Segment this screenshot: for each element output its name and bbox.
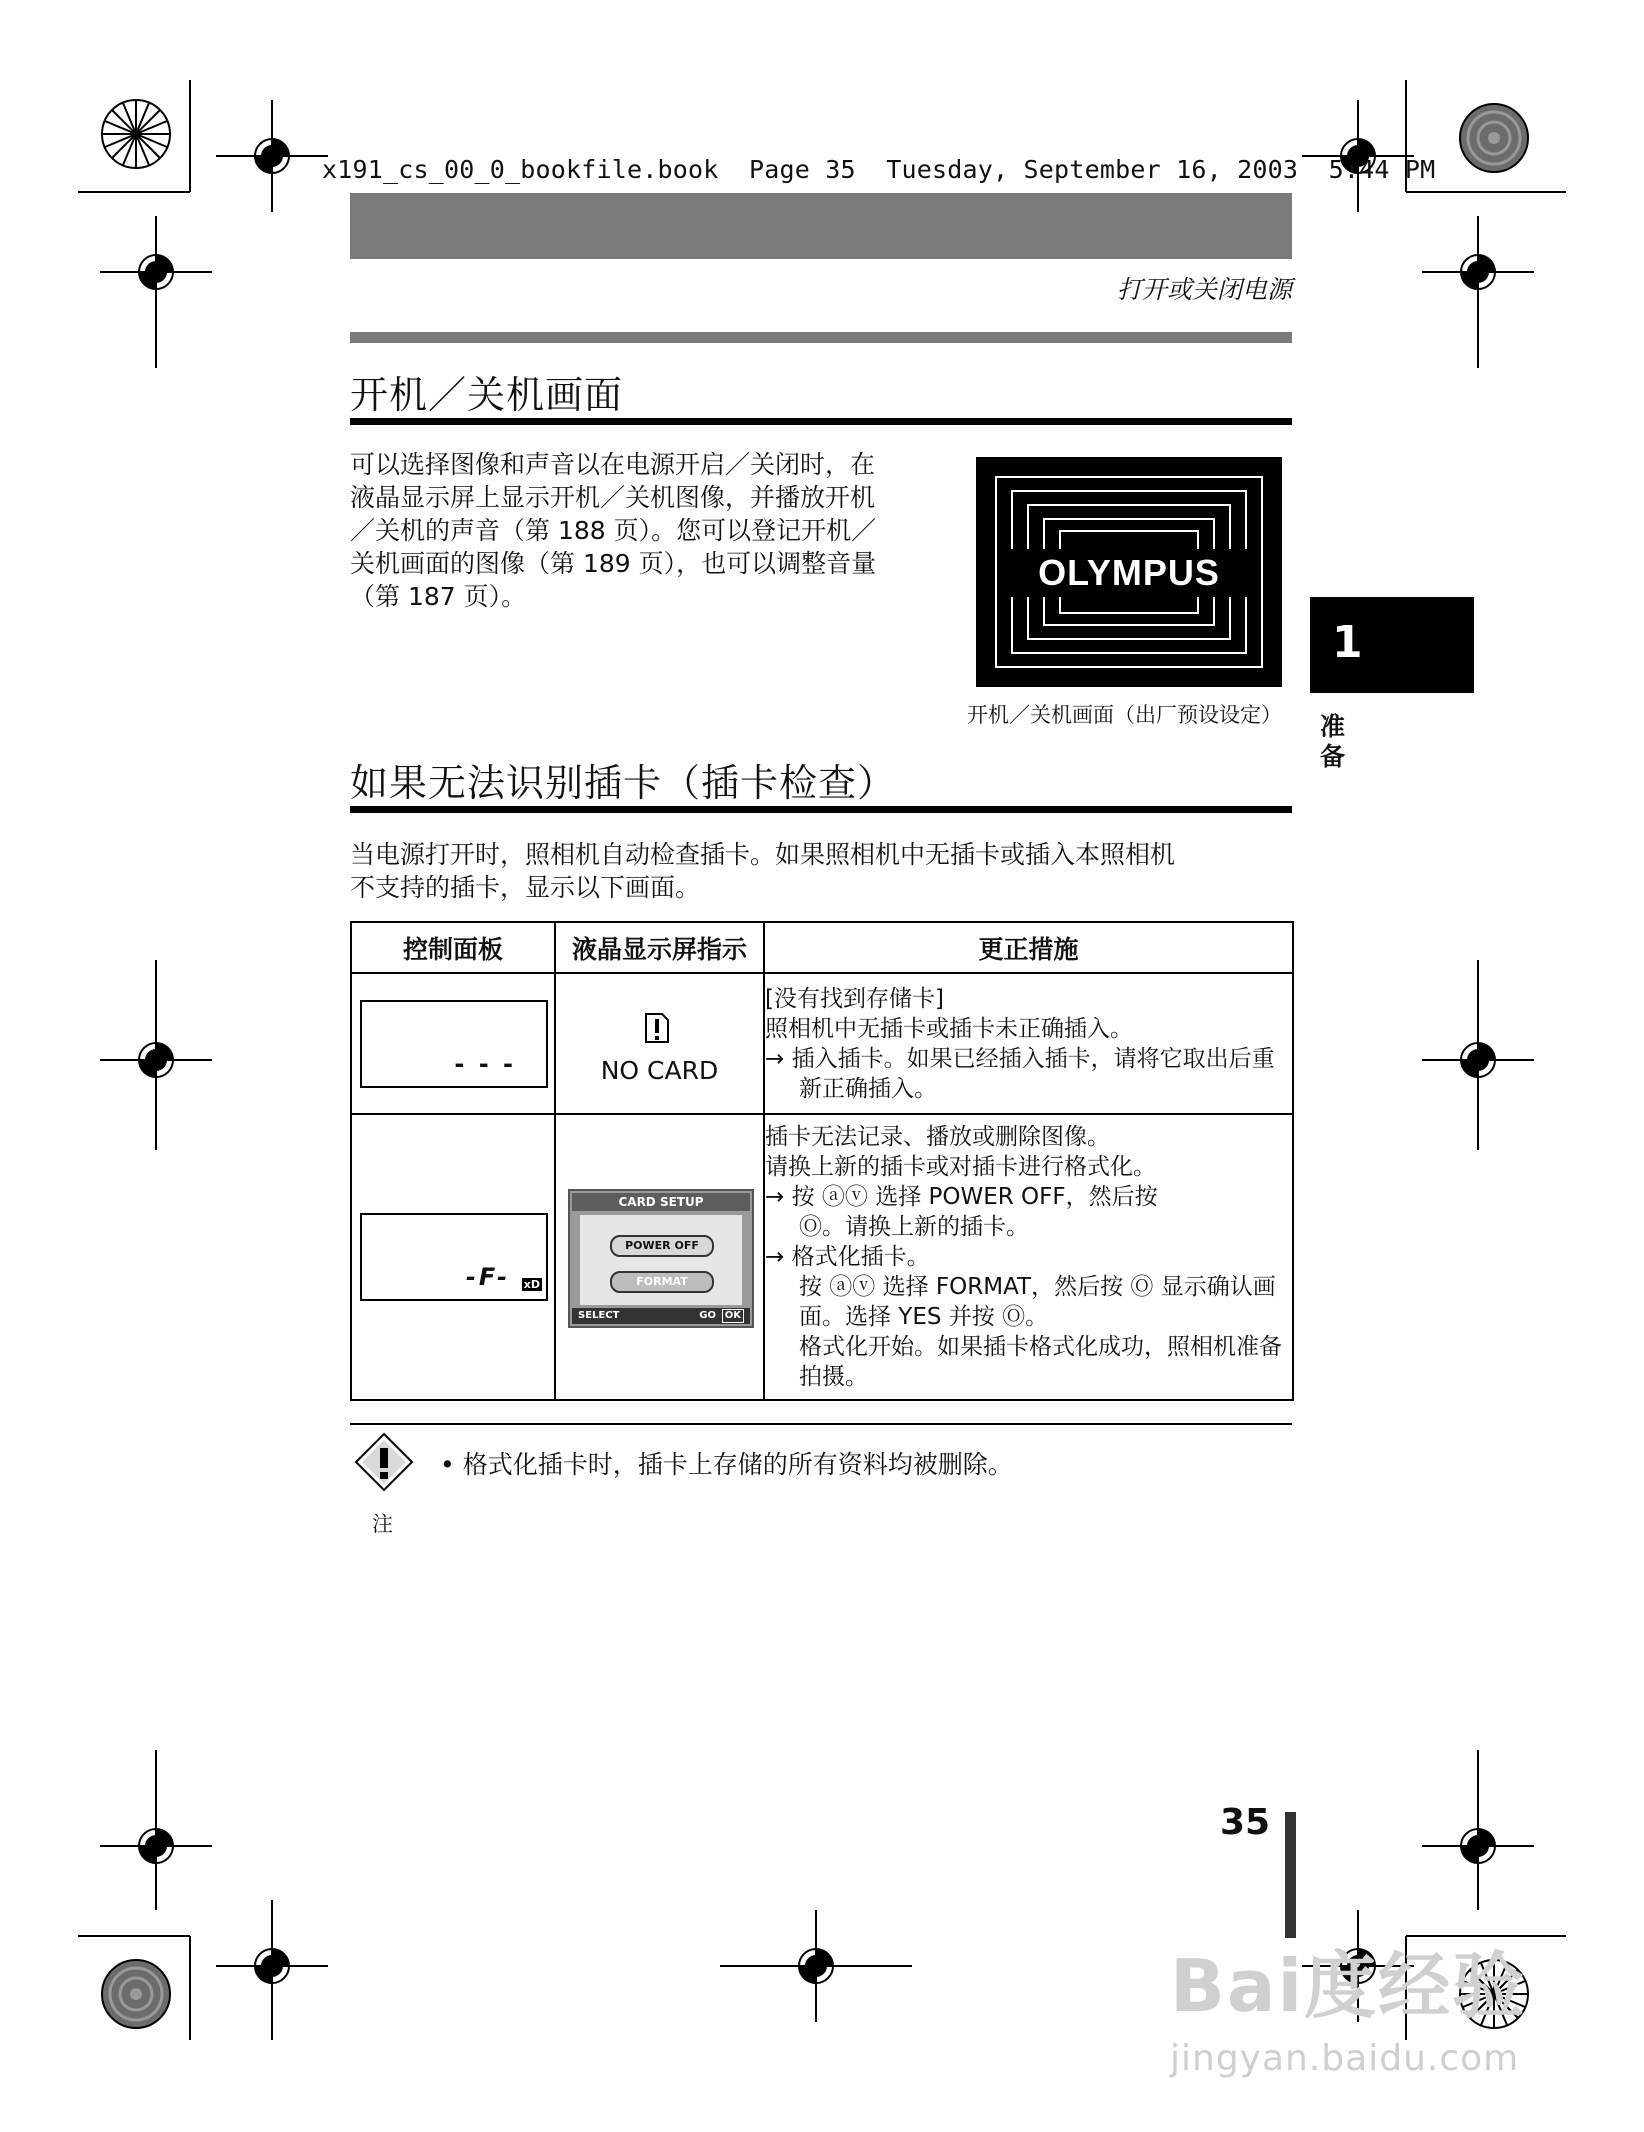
- section-title-rule: [350, 806, 1292, 813]
- note-label: 注: [372, 1512, 393, 1536]
- note-divider: [350, 1423, 1292, 1425]
- page-number: 35: [1220, 1802, 1271, 1843]
- row2-lcd: [555, 1114, 764, 1400]
- no-card-text: NO CARD: [600, 1056, 719, 1085]
- row1-control-panel: [351, 973, 555, 1114]
- startup-screen-image: [976, 457, 1282, 687]
- section2-paragraph: 当电源打开时，照相机自动检查插卡。如果照相机中无插卡或插入本照相机 不支持的插卡，显示以下画面。: [350, 840, 1176, 902]
- card-setup-title: CARD SETUP: [572, 1193, 750, 1211]
- chapter-tab-label: 准备: [1320, 712, 1346, 771]
- section-title-rule: [350, 418, 1292, 425]
- olympus-logo: OLYMPUS: [1038, 552, 1220, 593]
- section-title-card-check: 如果无法识别插卡（插卡检查）: [350, 761, 897, 805]
- format-option[interactable]: FORMAT: [610, 1271, 714, 1293]
- control-panel-display: -F- xD: [360, 1213, 548, 1301]
- select-hint: SELECT: [578, 1310, 620, 1321]
- print-header: x191_cs_00_0_bookfile.book Page 35 Tuesday, September 16, 2003 5:44 PM: [322, 155, 1436, 184]
- note-text: • 格式化插卡时，插卡上存储的所有资料均被删除。: [440, 1450, 1013, 1479]
- card-check-table: [350, 921, 1294, 1401]
- header-divider: [350, 332, 1292, 343]
- chapter-tab: 1: [1310, 597, 1474, 693]
- row2-control-panel: [351, 1114, 555, 1400]
- card-warning-icon: [644, 1012, 670, 1044]
- control-panel-display: - - -: [360, 1000, 548, 1088]
- image-caption: 开机／关机画面（出厂预设设定）: [967, 703, 1282, 727]
- section-title-startup-screen: 开机／关机画面: [350, 373, 624, 417]
- ok-button-hint: OK: [722, 1309, 744, 1323]
- row1-fix: [没有找到存储卡] 照相机中无插卡或插卡未正确插入。 → 插入插卡。如果已经插入插卡，请将它取出后重新正确插入。: [764, 973, 1293, 1114]
- row2-fix: 插卡无法记录、播放或删除图像。 请换上新的插卡或对插卡进行格式化。 → 按 ⓐⓥ 选择 POWER OFF，然后按 Ⓞ。请换上新的插卡。 → 格式化插卡。 按 ⓐⓥ 选择 FORMAT，然后按 Ⓞ 显示确认画面。选择 YES 并按 Ⓞ。 格式化开始。如果插卡格式化成功，照相机准备拍摄。: [764, 1114, 1293, 1400]
- header-corrective-action: 更正措施: [764, 922, 1293, 973]
- row1-lcd: [555, 973, 764, 1114]
- section1-paragraph: 可以选择图像和声音以在电源开启／关闭时，在 液晶显示屏上显示开机／关机图像，并播放开机 ／关机的声音（第 188 页）。您可以登记开机／ 关机画面的图像（第 189 页），也可以调整音量 （第 187 页）。: [350, 450, 877, 611]
- header-lcd-indication: 液晶显示屏指示: [555, 922, 764, 973]
- caution-icon: [352, 1430, 416, 1494]
- running-head: 打开或关闭电源: [1116, 275, 1292, 304]
- baidu-watermark: Bai度经验 jingyan.baidu.com: [1170, 1944, 1527, 2079]
- header-control-panel: 控制面板: [351, 922, 555, 973]
- card-setup-screen: [568, 1189, 754, 1328]
- power-off-option[interactable]: POWER OFF: [610, 1235, 714, 1257]
- xd-badge: xD: [523, 1278, 540, 1291]
- header-band: [350, 193, 1292, 259]
- go-hint: GO: [699, 1310, 716, 1321]
